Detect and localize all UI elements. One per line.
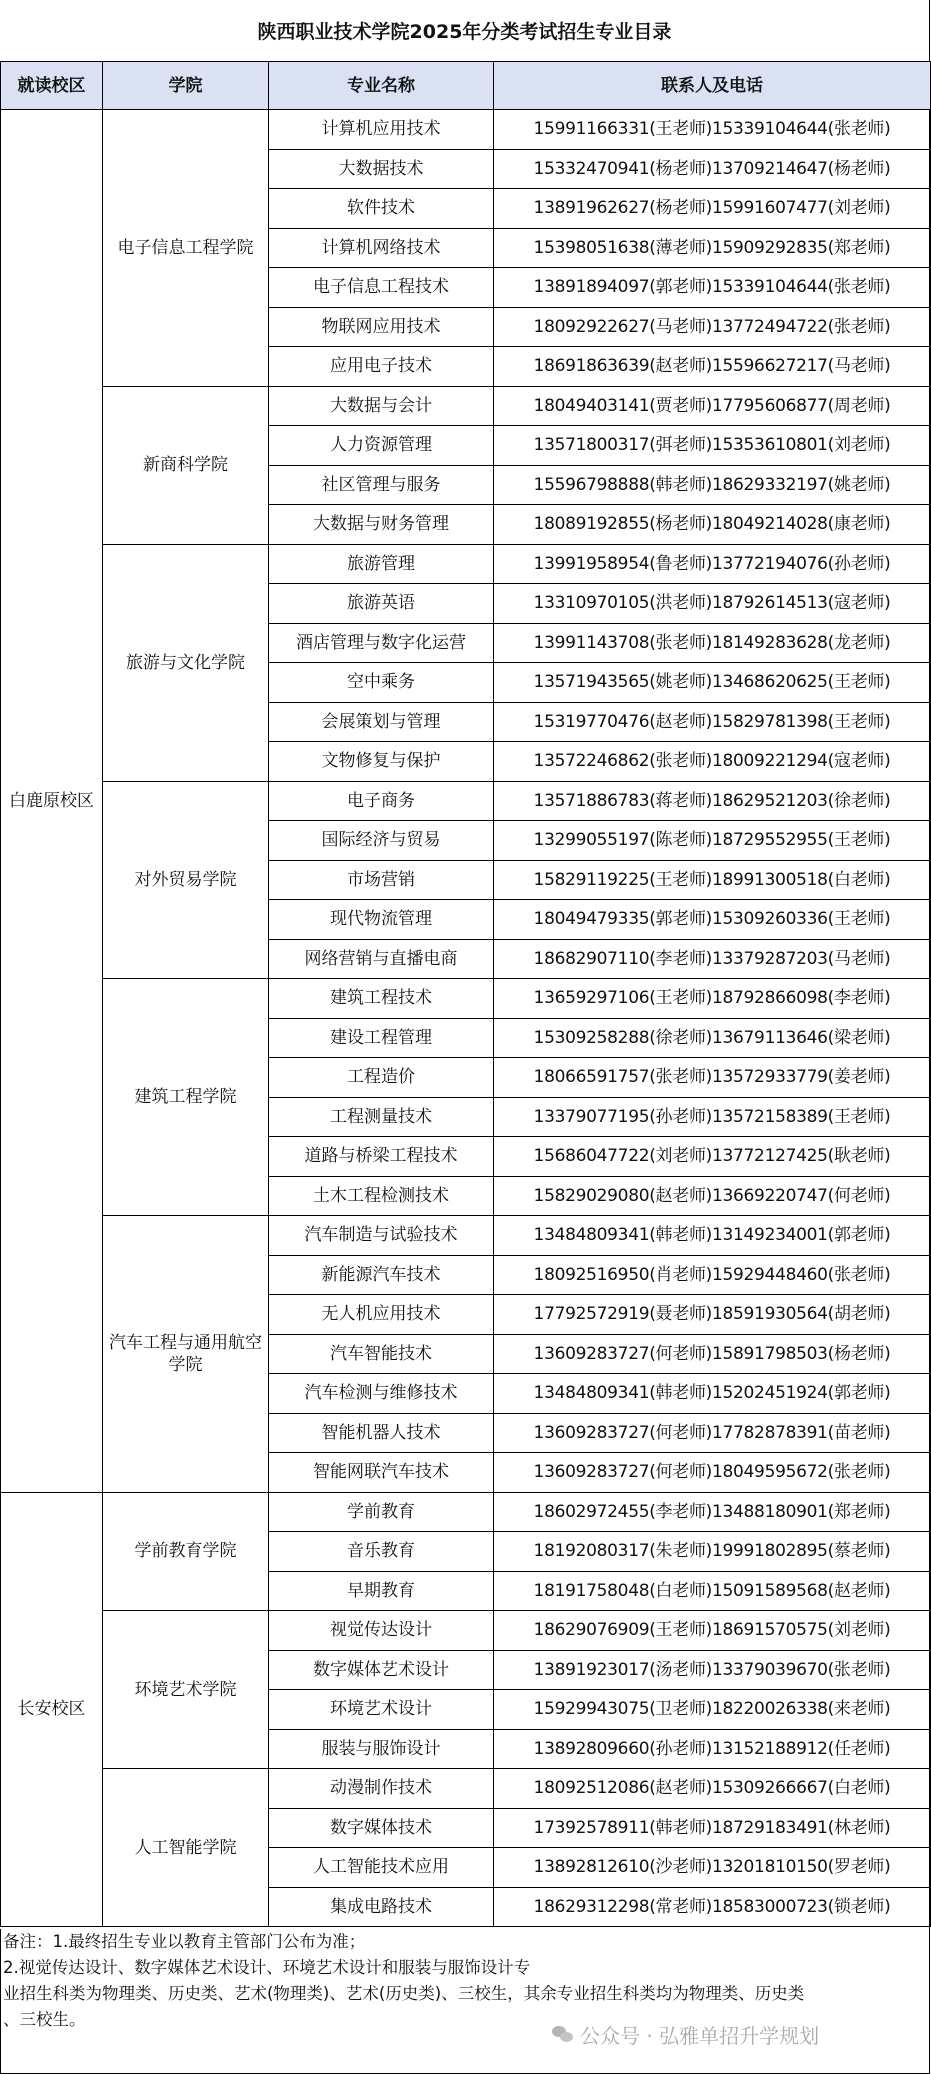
table-body (1, 110, 931, 1927)
contact-phone-cell: 15829029080(赵老师)13669220747(何老师) (494, 1176, 931, 1216)
major-name-cell: 应用电子技术 (269, 347, 494, 387)
note-line-4: 、三校生。 (3, 2010, 86, 2029)
college-cell: 新商科学院 (103, 386, 269, 544)
major-name-cell: 社区管理与服务 (269, 465, 494, 505)
contact-phone-cell: 15929943075(卫老师)18220026338(来老师) (494, 1690, 931, 1730)
contact-phone-cell: 18192080317(朱老师)19991802895(蔡老师) (494, 1532, 931, 1572)
contact-phone-cell: 18629312298(常老师)18583000723(锁老师) (494, 1887, 931, 1927)
table-row (1, 1611, 931, 1651)
contact-phone-cell: 17792572919(聂老师)18591930564(胡老师) (494, 1295, 931, 1335)
major-name-cell: 工程测量技术 (269, 1097, 494, 1137)
major-name-cell: 新能源汽车技术 (269, 1255, 494, 1295)
contact-phone-cell: 13310970105(洪老师)18792614513(寇老师) (494, 584, 931, 624)
major-name-cell: 网络营销与直播电商 (269, 939, 494, 979)
college-cell: 环境艺术学院 (103, 1611, 269, 1769)
contact-phone-cell: 13379077195(孙老师)13572158389(王老师) (494, 1097, 931, 1137)
major-name-cell: 服装与服饰设计 (269, 1729, 494, 1769)
contact-phone-cell: 18066591757(张老师)13572933779(姜老师) (494, 1058, 931, 1098)
major-name-cell: 人工智能技术应用 (269, 1848, 494, 1888)
table-row (1, 1769, 931, 1809)
note-line-1: 备注：1.最终招生专业以教育主管部门公布为准； (3, 1932, 366, 1951)
contact-phone-cell: 13484809341(韩老师)13149234001(郭老师) (494, 1216, 931, 1256)
major-name-cell: 环境艺术设计 (269, 1690, 494, 1730)
watermark (552, 2020, 819, 2049)
contact-phone-cell: 18191758048(白老师)15091589568(赵老师) (494, 1571, 931, 1611)
contact-phone-cell: 15319770476(赵老师)15829781398(王老师) (494, 702, 931, 742)
table-row (1, 979, 931, 1019)
contact-phone-cell: 13891962627(杨老师)15991607477(刘老师) (494, 189, 931, 229)
contact-phone-cell: 18092516950(肖老师)15929448460(张老师) (494, 1255, 931, 1295)
header-campus: 就读校区 (1, 62, 103, 110)
contact-phone-cell: 13659297106(王老师)18792866098(李老师) (494, 979, 931, 1019)
college-cell: 电子信息工程学院 (103, 110, 269, 387)
contact-phone-cell: 13484809341(韩老师)15202451924(郭老师) (494, 1374, 931, 1414)
major-name-cell: 计算机应用技术 (269, 110, 494, 150)
major-name-cell: 物联网应用技术 (269, 307, 494, 347)
contact-phone-cell: 15829119225(王老师)18991300518(白老师) (494, 860, 931, 900)
major-name-cell: 大数据与会计 (269, 386, 494, 426)
major-name-cell: 集成电路技术 (269, 1887, 494, 1927)
contact-phone-cell: 18602972455(李老师)13488180901(郑老师) (494, 1492, 931, 1532)
watermark-text: 公众号 · 弘雅单招升学规划 (580, 2024, 820, 2048)
contact-phone-cell: 13991143708(张老师)18149283628(龙老师) (494, 623, 931, 663)
note-line-3: 业招生科类为物理类、历史类、艺术(物理类)、艺术(历史类)、三校生，其余专业招生科类均为物理类、历史类 (3, 1984, 805, 2003)
contact-phone-cell: 18092922627(马老师)13772494722(张老师) (494, 307, 931, 347)
college-cell: 汽车工程与通用航空学院 (103, 1216, 269, 1493)
major-name-cell: 道路与桥梁工程技术 (269, 1137, 494, 1177)
college-cell: 人工智能学院 (103, 1769, 269, 1927)
campus-cell: 长安校区 (1, 1492, 103, 1927)
contact-phone-cell: 13609283727(何老师)18049595672(张老师) (494, 1453, 931, 1493)
major-name-cell: 无人机应用技术 (269, 1295, 494, 1335)
contact-phone-cell: 13991958954(鲁老师)13772194076(孙老师) (494, 544, 931, 584)
major-name-cell: 音乐教育 (269, 1532, 494, 1572)
major-name-cell: 人力资源管理 (269, 426, 494, 466)
major-name-cell: 智能机器人技术 (269, 1413, 494, 1453)
major-name-cell: 旅游英语 (269, 584, 494, 624)
major-name-cell: 汽车制造与试验技术 (269, 1216, 494, 1256)
page-title: 陕西职业技术学院2025年分类考试招生专业目录 (257, 21, 672, 43)
major-name-cell: 计算机网络技术 (269, 228, 494, 268)
contact-phone-cell: 18629076909(王老师)18691570575(刘老师) (494, 1611, 931, 1651)
note-line-2: 2.视觉传达设计、数字媒体艺术设计、环境艺术设计和服装与服饰设计专 (3, 1958, 531, 1977)
major-name-cell: 酒店管理与数字化运营 (269, 623, 494, 663)
major-name-cell: 汽车检测与维修技术 (269, 1374, 494, 1414)
table-row (1, 386, 931, 426)
majors-table (0, 61, 931, 1927)
major-name-cell: 建设工程管理 (269, 1018, 494, 1058)
major-name-cell: 动漫制作技术 (269, 1769, 494, 1809)
contact-phone-cell: 13609283727(何老师)17782878391(苗老师) (494, 1413, 931, 1453)
contact-phone-cell: 13609283727(何老师)15891798503(杨老师) (494, 1334, 931, 1374)
header-major: 专业名称 (269, 62, 494, 110)
contact-phone-cell: 13892809660(孙老师)13152188912(任老师) (494, 1729, 931, 1769)
major-name-cell: 国际经济与贸易 (269, 821, 494, 861)
major-name-cell: 汽车智能技术 (269, 1334, 494, 1374)
major-name-cell: 空中乘务 (269, 663, 494, 703)
major-name-cell: 早期教育 (269, 1571, 494, 1611)
major-name-cell: 学前教育 (269, 1492, 494, 1532)
contact-phone-cell: 13299055197(陈老师)18729552955(王老师) (494, 821, 931, 861)
college-cell: 旅游与文化学院 (103, 544, 269, 781)
college-cell: 学前教育学院 (103, 1492, 269, 1611)
contact-phone-cell: 13891894097(郭老师)15339104644(张老师) (494, 268, 931, 308)
major-name-cell: 现代物流管理 (269, 900, 494, 940)
table-row (1, 781, 931, 821)
contact-phone-cell: 15398051638(薄老师)15909292835(郑老师) (494, 228, 931, 268)
contact-phone-cell: 18049479335(郭老师)15309260336(王老师) (494, 900, 931, 940)
contact-phone-cell: 13571800317(弭老师)15353610801(刘老师) (494, 426, 931, 466)
major-name-cell: 智能网联汽车技术 (269, 1453, 494, 1493)
contact-phone-cell: 15686047722(刘老师)13772127425(耿老师) (494, 1137, 931, 1177)
contact-phone-cell: 15309258288(徐老师)13679113646(梁老师) (494, 1018, 931, 1058)
contact-phone-cell: 13571886783(蒋老师)18629521203(徐老师) (494, 781, 931, 821)
table-header-row (1, 62, 931, 110)
major-name-cell: 旅游管理 (269, 544, 494, 584)
contact-phone-cell: 18049403141(贾老师)17795606877(周老师) (494, 386, 931, 426)
major-name-cell: 大数据技术 (269, 149, 494, 189)
contact-phone-cell: 18682907110(李老师)13379287203(马老师) (494, 939, 931, 979)
campus-cell: 白鹿原校区 (1, 110, 103, 1493)
major-name-cell: 电子信息工程技术 (269, 268, 494, 308)
contact-phone-cell: 18089192855(杨老师)18049214028(康老师) (494, 505, 931, 545)
table-row (1, 1492, 931, 1532)
contact-phone-cell: 13891923017(汤老师)13379039670(张老师) (494, 1650, 931, 1690)
major-name-cell: 会展策划与管理 (269, 702, 494, 742)
major-name-cell: 大数据与财务管理 (269, 505, 494, 545)
major-name-cell: 软件技术 (269, 189, 494, 229)
contact-phone-cell: 13571943565(姚老师)13468620625(王老师) (494, 663, 931, 703)
major-name-cell: 电子商务 (269, 781, 494, 821)
major-name-cell: 市场营销 (269, 860, 494, 900)
major-name-cell: 文物修复与保护 (269, 742, 494, 782)
table-row (1, 544, 931, 584)
college-cell: 对外贸易学院 (103, 781, 269, 979)
contact-phone-cell: 15332470941(杨老师)13709214647(杨老师) (494, 149, 931, 189)
major-name-cell: 建筑工程技术 (269, 979, 494, 1019)
contact-phone-cell: 13572246862(张老师)18009221294(寇老师) (494, 742, 931, 782)
contact-phone-cell: 15991166331(王老师)15339104644(张老师) (494, 110, 931, 150)
contact-phone-cell: 15596798888(韩老师)18629332197(姚老师) (494, 465, 931, 505)
contact-phone-cell: 18691863639(赵老师)15596627217(马老师) (494, 347, 931, 387)
notes-section (0, 1929, 930, 2073)
header-college: 学院 (103, 62, 269, 110)
major-name-cell: 土木工程检测技术 (269, 1176, 494, 1216)
contact-phone-cell: 18092512086(赵老师)15309266667(白老师) (494, 1769, 931, 1809)
college-cell: 建筑工程学院 (103, 979, 269, 1216)
wechat-icon (552, 2026, 574, 2044)
major-name-cell: 数字媒体技术 (269, 1808, 494, 1848)
major-name-cell: 数字媒体艺术设计 (269, 1650, 494, 1690)
table-row (1, 110, 931, 150)
header-contact: 联系人及电话 (494, 62, 931, 110)
contact-phone-cell: 13892812610(沙老师)13201810150(罗老师) (494, 1848, 931, 1888)
major-name-cell: 工程造价 (269, 1058, 494, 1098)
major-name-cell: 视觉传达设计 (269, 1611, 494, 1651)
table-row (1, 1216, 931, 1256)
contact-phone-cell: 17392578911(韩老师)18729183491(林老师) (494, 1808, 931, 1848)
